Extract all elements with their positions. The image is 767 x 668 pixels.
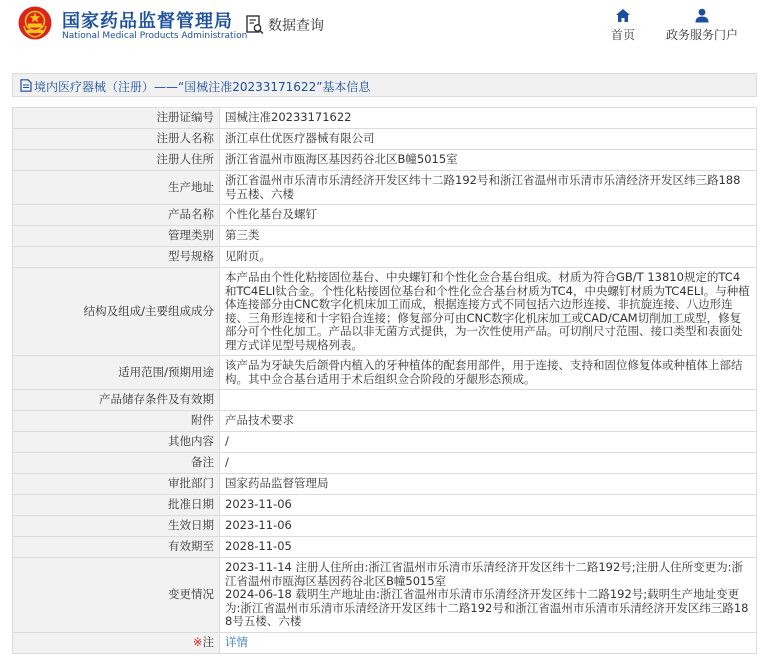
row-storage-conditions <box>13 390 757 411</box>
row-label: 注册证编号 <box>13 108 220 129</box>
row-valid-until <box>13 537 757 558</box>
row-label: 批准日期 <box>13 495 220 516</box>
row-approval-department <box>13 474 757 495</box>
nav-home[interactable] <box>606 8 640 43</box>
brand-name-cn[interactable]: 国家药品监督管理局 <box>62 11 233 32</box>
user-icon <box>694 8 710 23</box>
note-value-cell <box>220 632 757 653</box>
row-value: 国家药品监督管理局 <box>220 474 757 495</box>
row-note <box>13 632 757 653</box>
row-other-content <box>13 432 757 453</box>
change-entry: 2023-11-14 注册人住所由:浙江省温州市乐清市乐清经济开发区纬十二路192号;注册人住所变更为:浙江省温州市瓯海区基因药谷北区B幢5015室 <box>225 560 744 588</box>
row-value <box>220 558 757 633</box>
row-intended-use <box>13 356 757 390</box>
row-value: 第三类 <box>220 226 757 247</box>
row-label: 审批部门 <box>13 474 220 495</box>
home-icon <box>615 8 631 23</box>
row-value: 个性化基台及螺钉 <box>220 205 757 226</box>
row-label: 变更情况 <box>13 558 220 633</box>
row-management-category <box>13 226 757 247</box>
record-title-bar <box>12 73 757 97</box>
row-label: 管理类别 <box>13 226 220 247</box>
details-link[interactable]: 详情 <box>225 634 248 649</box>
row-value: 2023-11-06 <box>220 516 757 537</box>
required-star: ※ <box>192 634 203 649</box>
nav-home-label: 首页 <box>610 28 635 42</box>
row-label: 注册人住所 <box>13 150 220 171</box>
row-value: 见附页。 <box>220 247 757 268</box>
row-value: 浙江省温州市瓯海区基因药谷北区B幢5015室 <box>220 150 757 171</box>
row-product-name <box>13 205 757 226</box>
row-model-spec <box>13 247 757 268</box>
row-label: 适用范围/预期用途 <box>13 356 220 390</box>
document-icon <box>20 79 32 92</box>
row-label: 生产地址 <box>13 171 220 205</box>
brand-name-en[interactable]: National Medical Products Administration <box>62 31 248 41</box>
row-change-history <box>13 558 757 633</box>
row-remarks <box>13 453 757 474</box>
note-label-cell <box>13 632 220 653</box>
change-entry: 2024-06-18 载明生产地址由:浙江省温州市乐清市乐清经济开发区纬十二路192号;载明生产地址变更为:浙江省温州市乐清市乐清经济开发区纬十二路192号和浙江省温州市乐清市乐清经济开发区纬三路188号五楼、六楼 <box>225 587 749 628</box>
nav-service-label: 政务服务门户 <box>665 28 738 42</box>
document-search-icon <box>246 15 264 35</box>
row-value: 2028-11-05 <box>220 537 757 558</box>
row-label: 附件 <box>13 411 220 432</box>
row-value <box>220 390 757 411</box>
row-label: 备注 <box>13 453 220 474</box>
device-info-body <box>13 108 757 654</box>
row-approval-date <box>13 495 757 516</box>
data-query-label: 数据查询 <box>268 18 324 34</box>
site-header <box>0 0 767 52</box>
row-registrant-name <box>13 129 757 150</box>
nav-service-portal[interactable] <box>660 8 744 43</box>
row-value: 国械注准20233171622 <box>220 108 757 129</box>
device-info-table <box>12 107 757 654</box>
record-title: 境内医疗器械（注册）——“国械注准20233171622”基本信息 <box>34 80 371 94</box>
row-registrant-address <box>13 150 757 171</box>
row-label: 注册人名称 <box>13 129 220 150</box>
row-label: 产品名称 <box>13 205 220 226</box>
national-emblem-icon[interactable] <box>18 6 52 40</box>
row-structure-composition <box>13 268 757 356</box>
row-label: 其他内容 <box>13 432 220 453</box>
row-value: 该产品为牙缺失后颌骨内植入的牙种植体的配套用部件，用于连接、支持和固位修复体或种植体上部结构。其中佥合基台适用于术后组织佥合阶段的牙龈形态预成。 <box>220 356 757 390</box>
row-value: 产品技术要求 <box>220 411 757 432</box>
row-label: 结构及组成/主要组成成分 <box>13 268 220 356</box>
row-effective-date <box>13 516 757 537</box>
row-value: / <box>220 453 757 474</box>
row-value: 本产品由个性化粘接固位基台、中央螺钉和个性化佥合基台组成。材质为符合GB/T 13810规定的TC4和TC4ELI钛合金。个性化粘接固位基台和个性化佥合基台材质为TC4，中央螺钉材质为TC4ELI。与种植体连接部分由CNC数字化机床加工而成，根据连接方式不同包括六边形连接、非抗旋连接、八边形连接、三角形连接和十字铅合连接；修复部分可由CNC数字化机床加工或CAD/CAM切削加工成型，修复部分可个性化加工。产品以非无菌方式提供，为一次性使用产品。可切削尺寸范围、接口类型和表面处理方式详见型号规格列表。 <box>220 268 757 356</box>
row-value: / <box>220 432 757 453</box>
row-label: 型号规格 <box>13 247 220 268</box>
row-label: 产品储存条件及有效期 <box>13 390 220 411</box>
row-attachment <box>13 411 757 432</box>
note-label: 注 <box>202 634 214 649</box>
row-label: 生效日期 <box>13 516 220 537</box>
row-registration-no <box>13 108 757 129</box>
row-value: 浙江省温州市乐清市乐清经济开发区纬十二路192号和浙江省温州市乐清市乐清经济开发区纬三路188号五楼、六楼 <box>220 171 757 205</box>
row-value: 2023-11-06 <box>220 495 757 516</box>
row-value: 浙江卓仕优医疗器械有限公司 <box>220 129 757 150</box>
row-production-address <box>13 171 757 205</box>
row-label: 有效期至 <box>13 537 220 558</box>
